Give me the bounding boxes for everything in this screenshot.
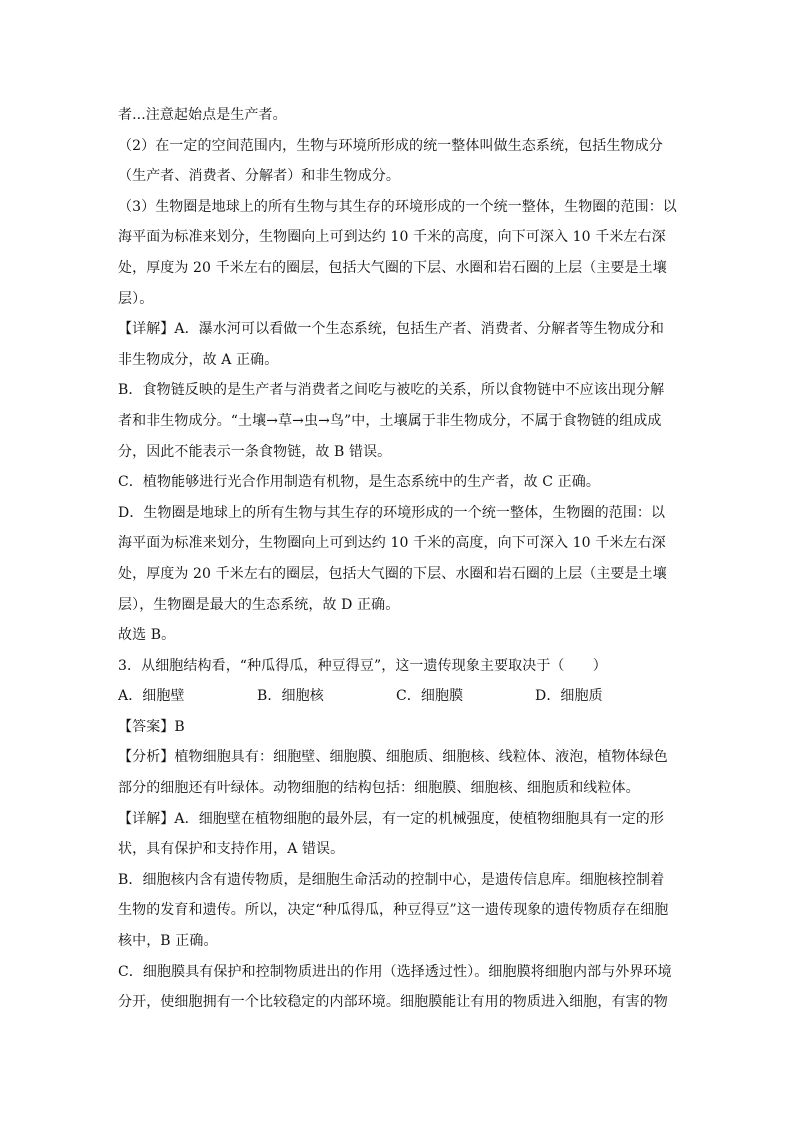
text-line: 分开，使细胞拥有一个比较稳定的内部环境。细胞膜能让有用的物质进入细胞，有害的物 <box>118 994 668 1011</box>
document-body <box>118 100 678 1018</box>
text-line: 层），生物圈是最大的生态系统，故 D 正确。 <box>118 596 400 613</box>
text-line: （生产者、消费者、分解者）和非生物成分。 <box>118 168 400 185</box>
text-line: 核中，B 正确。 <box>118 933 218 950</box>
text-line: C．细胞膜具有保护和控制物质进出的作用（选择透过性）。细胞膜将细胞内部与外界环境 <box>118 963 672 980</box>
text-line: 处，厚度为 20 千米左右的圈层，包括大气圈的下层、水圈和岩石圈的上层（主要是土壤 <box>118 259 667 276</box>
answer-options <box>118 681 678 712</box>
text-line: D．生物圈是地球上的所有生物与其生存的环境形成的一个统一整体，生物圈的范围：以 <box>118 504 666 521</box>
text-line: 部分的细胞还有叶绿体。动物细胞的结构包括：细胞膜、细胞核、细胞质和线粒体。 <box>118 780 640 797</box>
text-line: B．细胞核内含有遗传物质，是细胞生命活动的控制中心，是遗传信息库。细胞核控制着 <box>118 871 665 888</box>
text-line: 海平面为标准来划分，生物圈向上可到达约 10 千米的高度，向下可深入 10 千米左右深 <box>118 229 666 246</box>
text-line: 状，具有保护和支持作用，A 错误。 <box>118 841 345 858</box>
option-a: A．细胞壁 <box>118 688 185 705</box>
text-line: 【详解】A．细胞壁在植物细胞的最外层，有一定的机械强度，使植物细胞具有一定的形 <box>118 810 665 827</box>
text-line: 非生物成分，故 A 正确。 <box>118 351 279 368</box>
text-line: 者...注意起始点是生产者。 <box>118 107 287 123</box>
text-line: 分，因此不能表示一条食物链，故 B 错误。 <box>118 443 392 460</box>
text-line: 海平面为标准来划分，生物圈向上可到达约 10 千米的高度，向下可深入 10 千米左右深 <box>118 535 666 552</box>
question-stem: 3．从细胞结构看，“种瓜得瓜，种豆得豆”，这一遗传现象主要取决于（ ） <box>118 657 607 674</box>
text-line: B．食物链反映的是生产者与消费者之间吃与被吃的关系，所以食物链中不应该出现分解 <box>118 382 665 399</box>
text-line: 者和非生物成分。“土壤→草→虫→鸟”中，土壤属于非生物成分，不属于食物链的组成成 <box>118 412 662 429</box>
text-line: 处，厚度为 20 千米左右的圈层，包括大气圈的下层、水圈和岩石圈的上层（主要是土壤 <box>118 565 667 582</box>
text-line: 层）。 <box>118 290 154 307</box>
option-c: C．细胞膜 <box>396 688 464 705</box>
text-line: 【详解】A．瀑水河可以看做一个生态系统，包括生产者、消费者、分解者等生物成分和 <box>118 321 665 338</box>
text-line: 生物的发育和遗传。所以，决定“种瓜得瓜，种豆得豆”这一遗传现象的遗传物质存在细胞 <box>118 902 669 919</box>
text-line: C．植物能够进行光合作用制造有机物，是生态系统中的生产者，故 C 正确。 <box>118 474 600 491</box>
option-b: B．细胞核 <box>257 688 324 705</box>
text-line: 【分析】植物细胞具有：细胞壁、细胞膜、细胞质、细胞核、线粒体、液泡，植物体绿色 <box>118 749 668 766</box>
answer-line: 【答案】B <box>118 718 185 735</box>
text-line: 故选 B。 <box>118 627 176 644</box>
text-line: （2）在一定的空间范围内，生物与环境所形成的统一整体叫做生态系统，包括生物成分 <box>118 137 663 154</box>
option-d: D．细胞质 <box>535 688 603 705</box>
text-line: （3）生物圈是地球上的所有生物与其生存的环境形成的一个统一整体，生物圈的范围：以 <box>118 198 677 215</box>
